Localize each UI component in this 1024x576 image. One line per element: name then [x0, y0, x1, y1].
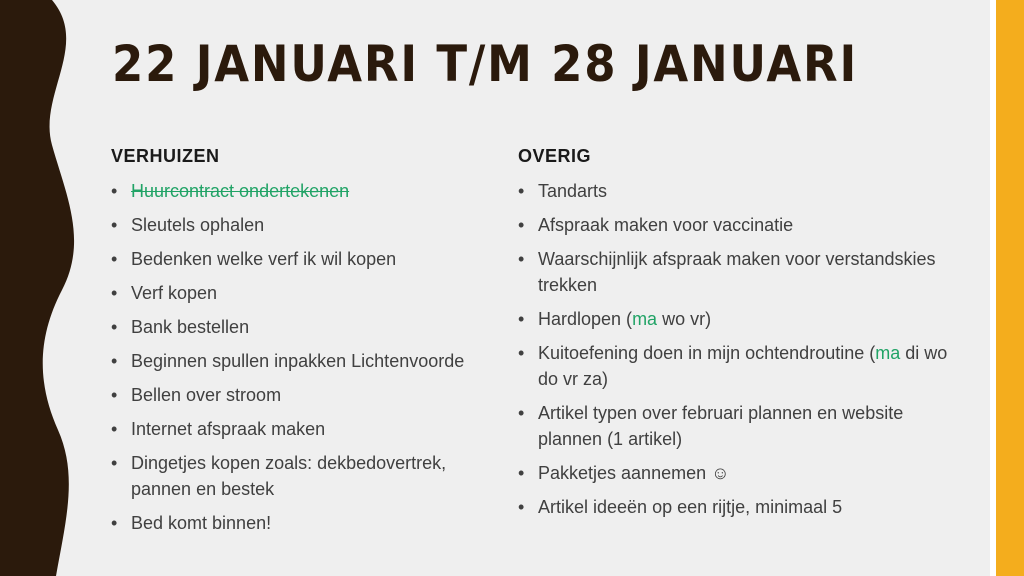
list-item: [518, 306, 958, 332]
decorative-wave-border: [0, 0, 80, 576]
list-item: • Sleutels ophalen: [111, 212, 501, 238]
other-list: [518, 178, 958, 520]
list-item: • Dingetjes kopen zoals: dekbedovertrek, pannen en bestek: [111, 450, 501, 502]
list-item: • Artikel typen over februari plannen en website plannen (1 artikel): [518, 400, 958, 452]
other-column: [518, 146, 958, 528]
item-text: di wo do vr za): [538, 343, 948, 389]
list-item: • Bellen over stroom: [111, 382, 501, 408]
list-item: • Artikel ideeën op een rijtje, minimaal 5: [518, 494, 958, 520]
slide-title: 22 JANUARI T/M 28 JANUARI: [112, 35, 859, 93]
item-text: Kuitoefening doen in mijn ochtendroutine (: [538, 343, 876, 363]
accent-bar: [996, 0, 1024, 576]
list-item: • Afspraak maken voor vaccinatie: [518, 212, 958, 238]
other-heading: OVERIG: [518, 146, 592, 166]
moving-heading: VERHUIZEN: [111, 146, 220, 166]
list-item: • Bank bestellen: [111, 314, 501, 340]
completed-task-text: Huurcontract ondertekenen: [131, 181, 350, 201]
item-text: Hardlopen (: [538, 309, 633, 329]
highlighted-day: ma: [875, 343, 901, 363]
list-item: [518, 340, 958, 392]
list-item: • Verf kopen: [111, 280, 501, 306]
list-item: • Tandarts: [518, 178, 958, 204]
list-item: • Waarschijnlijk afspraak maken voor verstandskies trekken: [518, 246, 958, 298]
highlighted-day: ma: [632, 309, 658, 329]
item-text: wo vr): [657, 309, 712, 329]
list-item: • Pakketjes aannemen ☺: [518, 460, 958, 486]
list-item: • Bed komt binnen!: [111, 510, 501, 536]
list-item: [111, 178, 501, 204]
list-item: • Internet afspraak maken: [111, 416, 501, 442]
list-item: • Beginnen spullen inpakken Lichtenvoorde: [111, 348, 501, 374]
list-item: • Bedenken welke verf ik wil kopen: [111, 246, 501, 272]
moving-list: [111, 178, 501, 536]
moving-column: [111, 146, 501, 544]
